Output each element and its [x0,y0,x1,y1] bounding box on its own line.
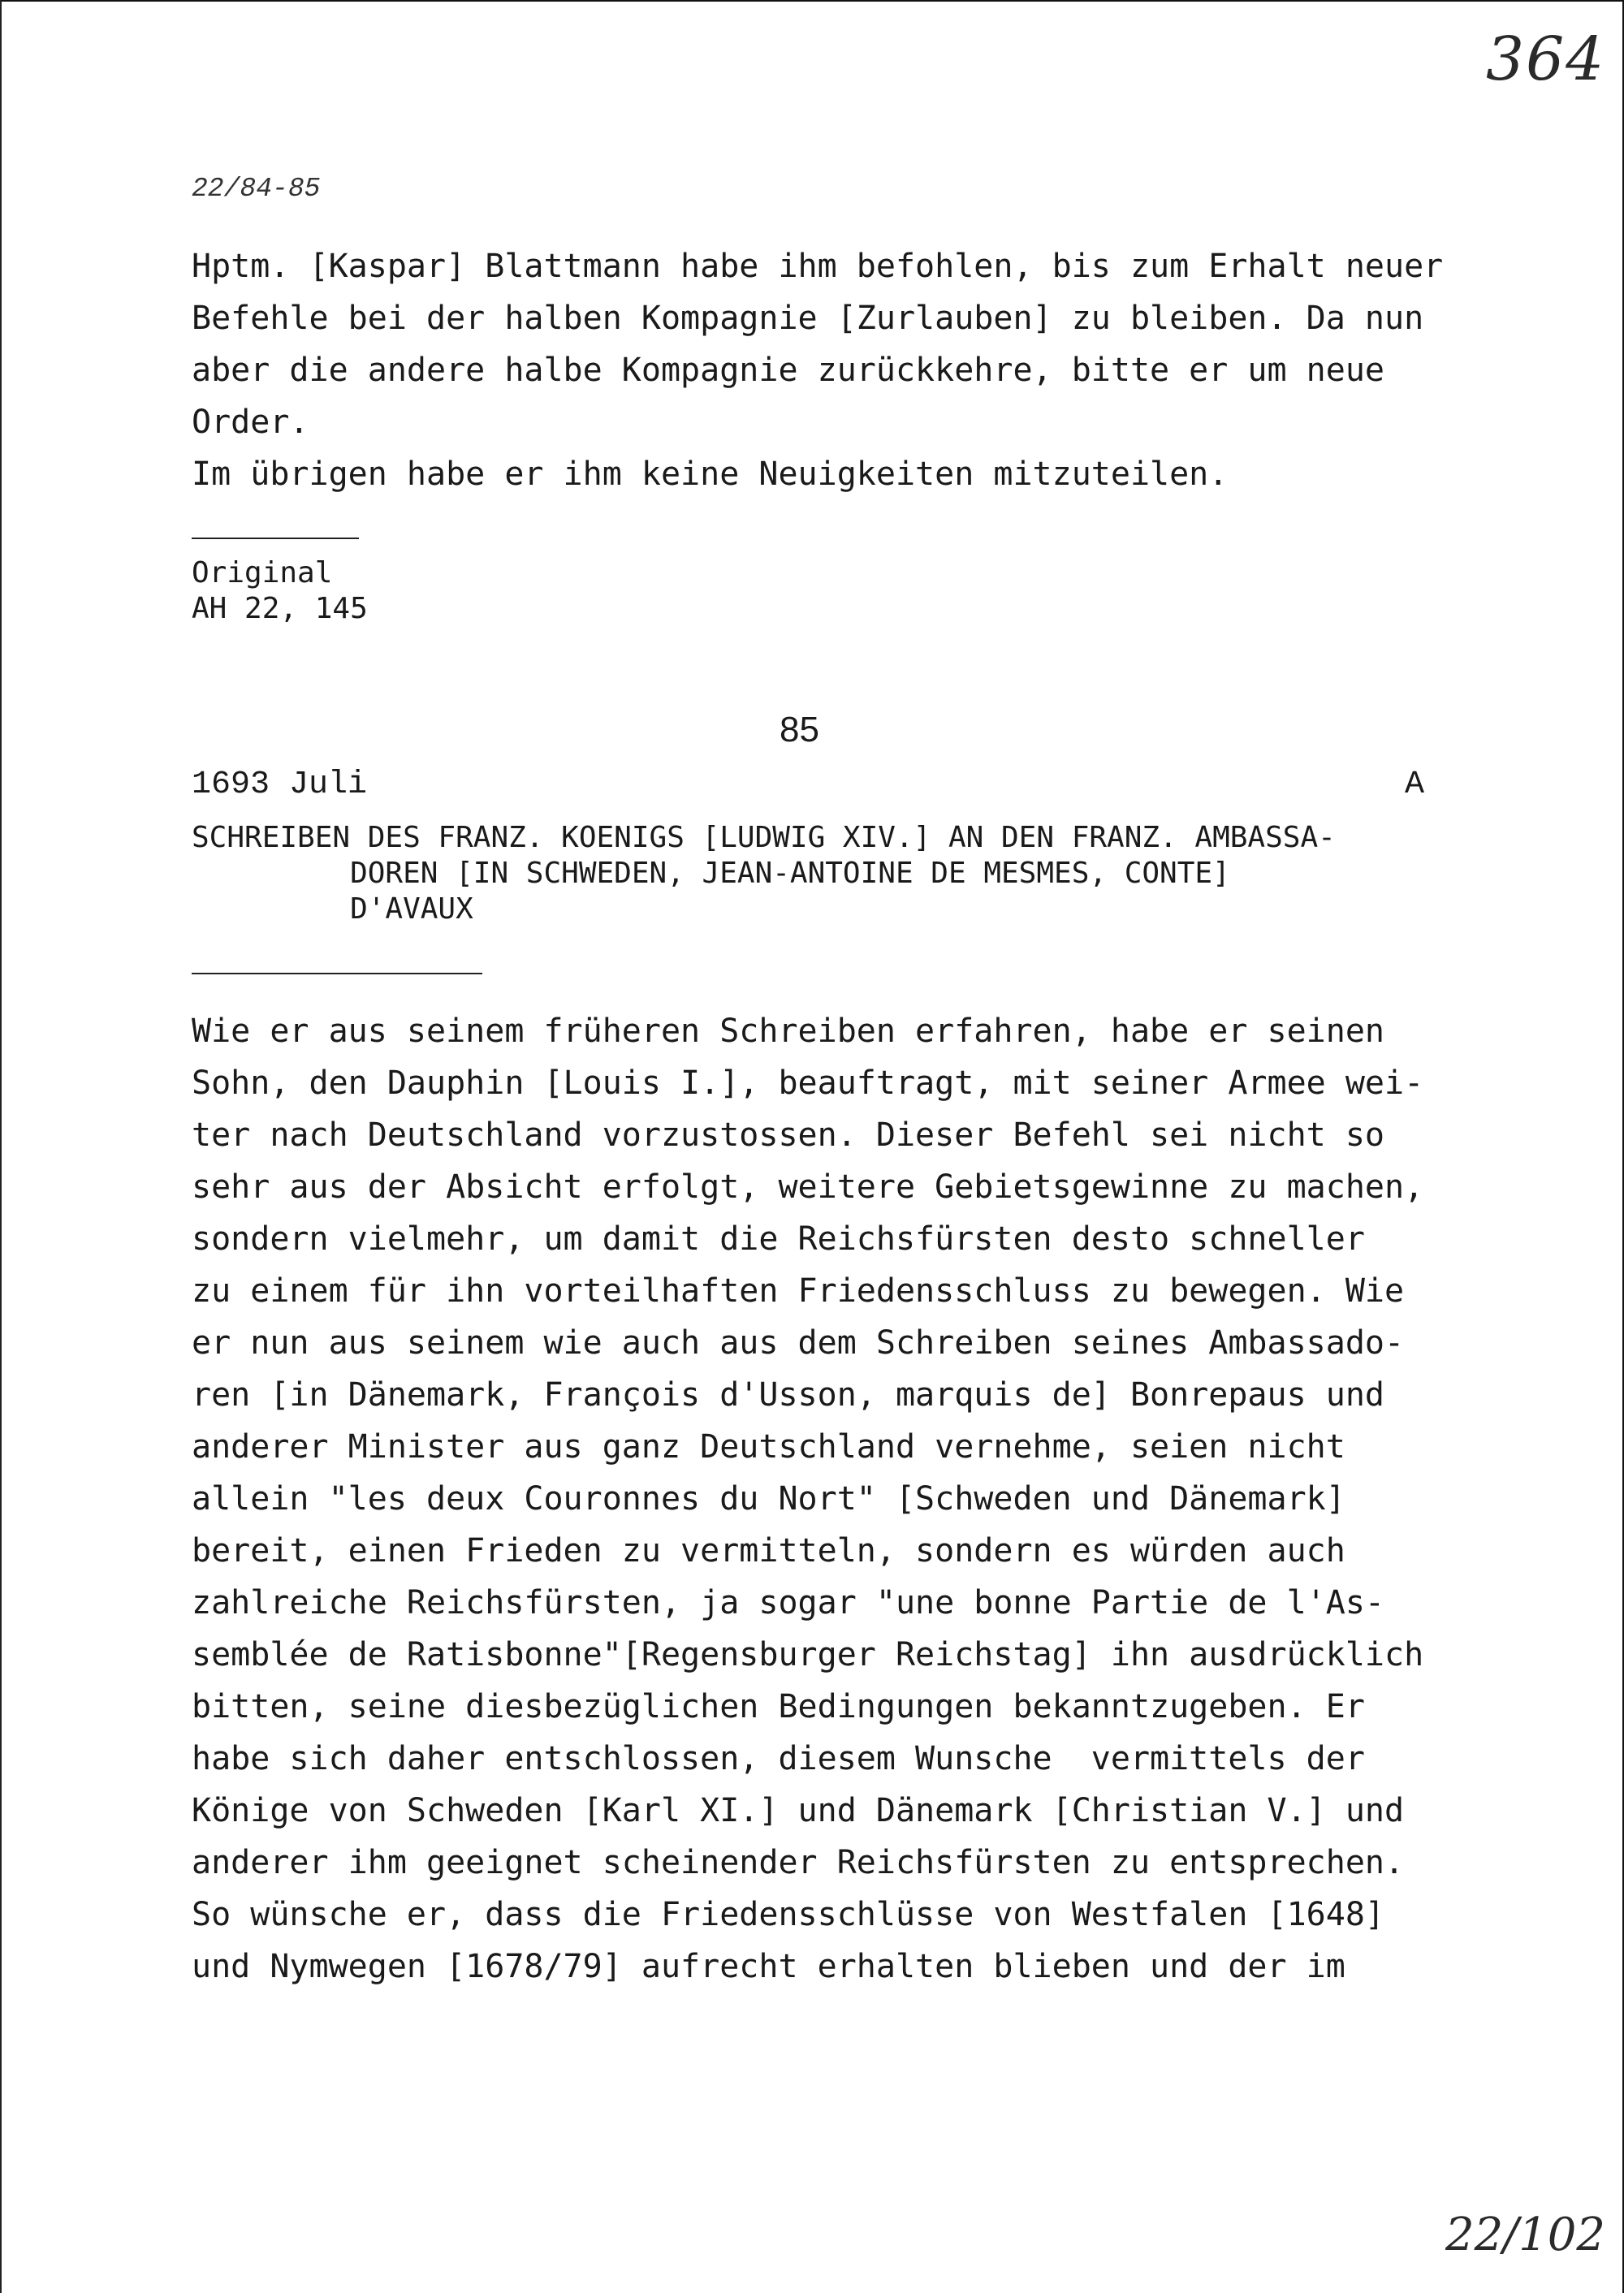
heading-line: DOREN [IN SCHWEDEN, JEAN-ANTOINE DE MESMES, CONTE] [192,857,1230,890]
body-line: ren [in Dänemark, François d'Usson, marquis de] Bonrepaus und [192,1376,1385,1414]
body-line: Wie er aus seinem früheren Schreiben erfahren, habe er seinen [192,1013,1385,1050]
page-reference: 22/84-85 [192,174,321,204]
handwritten-archive-number: 22/102 [1445,2209,1606,2261]
body-line: bitten, seine diesbezüglichen Bedingungen bekanntzugeben. Er [192,1688,1365,1725]
scan-edge-top [0,0,1624,2]
previous-entry-text [192,240,1443,448]
source-reference: AH 22, 145 [192,592,368,625]
entry-body [192,1005,1423,1993]
body-line: er nun aus seinem wie auch aus dem Schreiben seines Ambassado- [192,1324,1405,1362]
handwritten-folio-number: 364 [1486,24,1606,94]
body-line: allein "les deux Couronnes du Nort" [Schweden und Dänemark] [192,1480,1345,1518]
heading-line: SCHREIBEN DES FRANZ. KOENIGS [LUDWIG XIV.] AN DEN FRANZ. AMBASSA- [192,821,1336,854]
body-line: sehr aus der Absicht erfolgt, weitere Gebietsgewinne zu machen, [192,1168,1424,1206]
body-line: anderer Minister aus ganz Deutschland vernehme, seien nicht [192,1428,1345,1466]
body-line: bereit, einen Frieden zu vermitteln, sondern es würden auch [192,1532,1345,1570]
scan-edge-left [0,0,2,2293]
source-type: Original [192,556,333,589]
body-line: zahlreiche Reichsfürsten, ja sogar "une bonne Partie de l'As- [192,1584,1385,1622]
body-line: zu einem für ihn vorteilhaften Friedensschluss zu bewegen. Wie [192,1272,1405,1310]
footnote-divider [192,538,359,539]
body-line: So wünsche er, dass die Friedensschlüsse von Westfalen [1648] [192,1896,1385,1933]
body-line: habe sich daher entschlossen, diesem Wunsche vermittels der [192,1740,1365,1777]
heading-line: D'AVAUX [192,892,473,926]
entry-date: 1693 Juli [192,766,368,803]
body-line: sondern vielmehr, um damit die Reichsfürsten desto schneller [192,1220,1365,1258]
entry-label: A [1405,766,1425,803]
body-line: ter nach Deutschland vorzustossen. Dieser Befehl sei nicht so [192,1116,1385,1154]
heading-divider [192,973,482,974]
entry-heading [192,820,1336,927]
body-line: und Nymwegen [1678/79] aufrecht erhalten blieben und der im [192,1948,1345,1985]
body-line: anderer ihm geeignet scheinender Reichsfürsten zu entsprechen. [192,1844,1405,1881]
body-line: Könige von Schweden [Karl XI.] und Dänemark [Christian V.] und [192,1792,1405,1829]
text-line: Hptm. [Kaspar] Blattmann habe ihm befohlen, bis zum Erhalt neuer [192,248,1444,285]
text-line: aber die andere halbe Kompagnie zurückkehre, bitte er um neue [192,352,1385,389]
body-line: semblée de Ratisbonne"[Regensburger Reichstag] ihn ausdrücklich [192,1636,1424,1673]
previous-entry-closing: Im übrigen habe er ihm keine Neuigkeiten mitzuteilen. [192,456,1229,493]
body-line: Sohn, den Dauphin [Louis I.], beauftragt, mit seiner Armee wei- [192,1064,1424,1102]
text-line: Order. [192,404,309,441]
text-line: Befehle bei der halben Kompagnie [Zurlauben] zu bleiben. Da nun [192,300,1424,337]
entry-number: 85 [780,710,819,749]
